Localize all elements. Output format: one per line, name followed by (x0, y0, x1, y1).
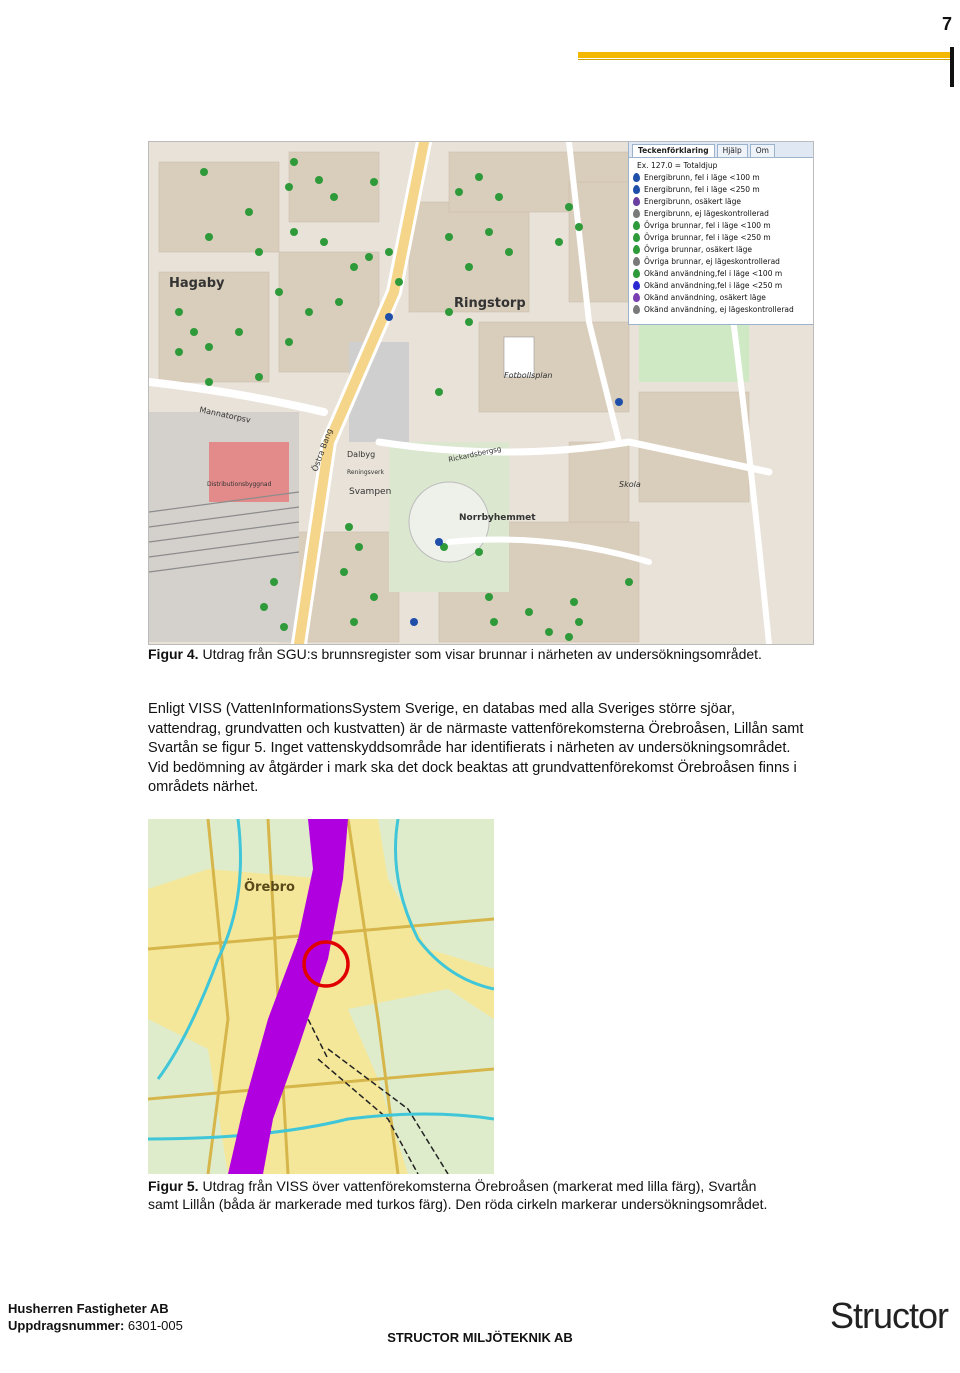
figure-5-text: Utdrag från VISS över vattenförekomsterna Örebroåsen (markerat med lilla färg), Svartån samt Lillån (båda är markerade med turkos färg). Den röda cirkeln markerar undersökningsområdet. (148, 1178, 768, 1212)
footer-project-number: 6301-005 (124, 1318, 183, 1333)
legend-item-label: Okänd användning, ej lägeskontrollerad (644, 304, 794, 314)
legend-item (633, 207, 813, 219)
legend-item (633, 279, 813, 291)
place-distributionsbyggnad: Distributionsbyggnad (207, 481, 272, 488)
legend-item-label: Övriga brunnar, ej lägeskontrollerad (644, 256, 780, 266)
place-ringstorp: Ringstorp (454, 296, 526, 311)
place-dalbyg: Dalbyg (347, 450, 376, 459)
place-mannatorpsv: Mannatorpsv (198, 405, 252, 425)
place-svampen: Svampen (349, 487, 392, 497)
legend-marker-icon (633, 293, 640, 302)
place-ostra-bang: Östra Bang (310, 427, 335, 473)
header-rule-thin (578, 59, 954, 60)
viss-map-scene (148, 819, 494, 1174)
legend-item-label: Okänd användning, osäkert läge (644, 292, 766, 302)
place-hagaby: Hagaby (169, 276, 225, 291)
legend-item (633, 231, 813, 243)
legend-item (633, 303, 813, 315)
legend-item (633, 171, 813, 183)
legend-item (633, 291, 813, 303)
legend-tab-bar (629, 142, 813, 158)
legend-item (633, 267, 813, 279)
legend-item (633, 255, 813, 267)
legend-marker-icon (633, 269, 640, 278)
legend-marker-icon (633, 221, 640, 230)
footer-center: STRUCTOR MILJÖTEKNIK AB (387, 1330, 573, 1345)
tab-legend[interactable]: Teckenförklaring (632, 144, 715, 157)
legend-item-label: Övriga brunnar, fel i läge <250 m (644, 232, 771, 242)
tab-help[interactable]: Hjälp (717, 144, 748, 157)
legend-marker-icon (633, 209, 640, 218)
viss-map (148, 819, 494, 1174)
legend-item-label: Okänd användning,fel i läge <250 m (644, 280, 783, 290)
figure-4-caption (148, 645, 788, 663)
footer-project-label: Uppdragsnummer: (8, 1318, 125, 1333)
place-rickardsbergsg: Rickardsbergsg (447, 444, 503, 464)
place-norrbyhemmet: Norrbyhemmet (459, 513, 536, 523)
legend-marker-icon (633, 197, 640, 206)
legend-marker-icon (633, 233, 640, 242)
legend-marker-icon (633, 257, 640, 266)
legend-item-label: Energibrunn, fel i läge <250 m (644, 184, 760, 194)
footer-company: Husherren Fastigheter AB (8, 1301, 169, 1316)
legend-item (633, 219, 813, 231)
tab-about[interactable]: Om (750, 144, 775, 157)
legend-item-label: Övriga brunnar, fel i läge <100 m (644, 220, 771, 230)
body-paragraph: Enligt VISS (VattenInformationsSystem Sverige, en databas med alla Sveriges större sjöar, vattendrag, grundvatten och kustvatten) är de närmaste vattenförekomsterna Örebroåsen, Lillån samt Svartån se figur 5. Inget vattenskyddsområde har identifierats i närheten av undersökningsområdet. Vid bedömning av åtgärder i mark ska det dock beaktas att grundvattenförekomst Örebroåsen finns i områdets närhet. (148, 701, 804, 796)
legend-item-label: Okänd användning,fel i läge <100 m (644, 268, 783, 278)
legend-item-label: Energibrunn, osäkert läge (644, 196, 742, 206)
legend-marker-icon (633, 185, 640, 194)
legend-item-label: Energibrunn, ej lägeskontrollerad (644, 208, 769, 218)
legend-list (629, 171, 813, 315)
legend-marker-icon (633, 173, 640, 182)
structor-logo-text: Structor (830, 1295, 949, 1336)
header-rule-end (950, 47, 954, 87)
legend-example: Ex. 127.0 = Totaldjup (637, 161, 718, 170)
legend-marker-icon (633, 245, 640, 254)
figure-5-caption (148, 1177, 788, 1213)
figure-4-label: Figur 4. (148, 646, 199, 662)
place-skola: Skola (619, 480, 641, 489)
legend-marker-icon (633, 305, 640, 314)
legend-item (633, 183, 813, 195)
well-register-map (148, 141, 814, 645)
page-number: 7 (941, 14, 952, 34)
legend-item (633, 243, 813, 255)
map-legend (628, 142, 813, 325)
figure-4-text: Utdrag från SGU:s brunnsregister som visar brunnar i närheten av undersökningsområdet. (198, 646, 762, 662)
legend-item (633, 195, 813, 207)
legend-item-label: Energibrunn, fel i läge <100 m (644, 172, 760, 182)
legend-item-label: Övriga brunnar, osäkert läge (644, 244, 753, 254)
legend-marker-icon (633, 281, 640, 290)
structor-logo (830, 1295, 956, 1336)
header-rule (578, 52, 954, 58)
place-reningsverk: Reningsverk (347, 469, 384, 476)
viss-city-label: Örebro (244, 880, 295, 895)
figure-5-label: Figur 5. (148, 1178, 199, 1194)
place-fotbollsplan: Fotbollsplan (504, 371, 553, 380)
